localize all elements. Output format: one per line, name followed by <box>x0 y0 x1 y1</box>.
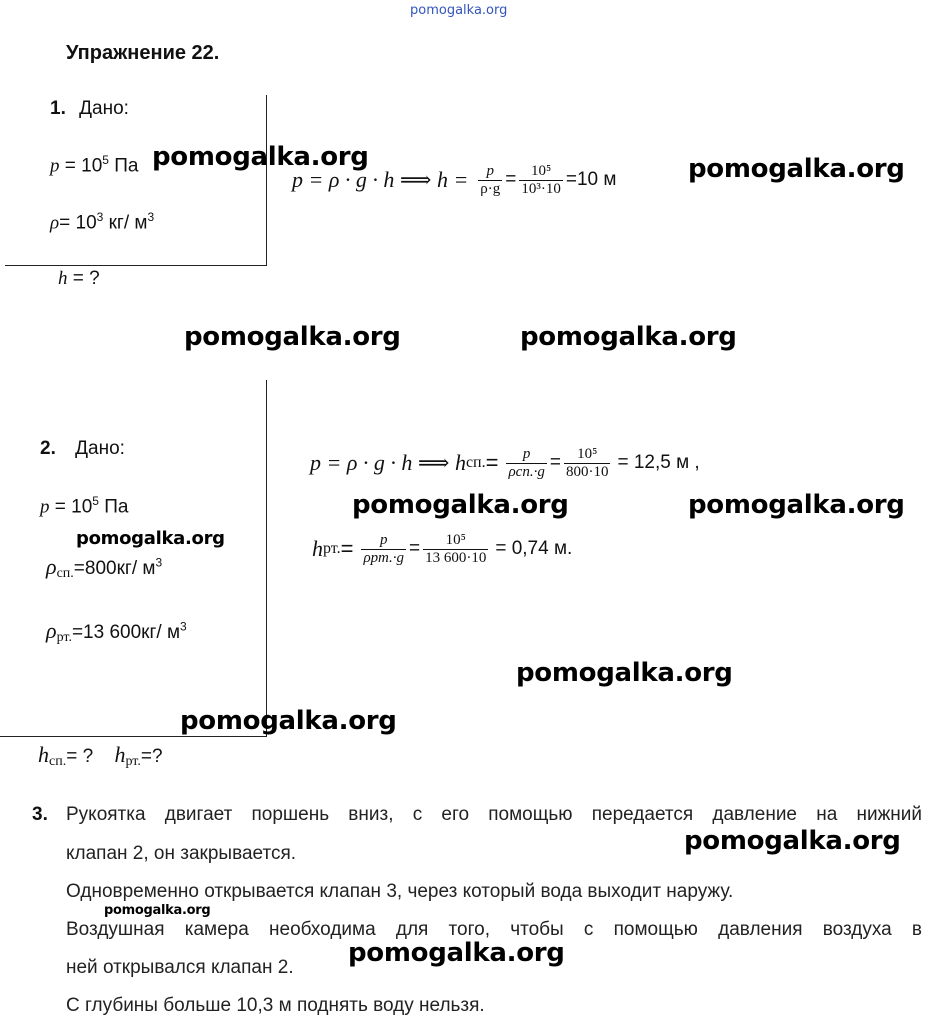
formula-result: = 12,5 м , <box>617 452 700 473</box>
density-mercury-exp: 3 <box>180 619 187 634</box>
watermark: pomogalka.org <box>152 142 369 172</box>
pressure-symbol: p <box>40 496 50 518</box>
problem-1-find <box>58 268 100 290</box>
formula-equals: = <box>485 450 499 475</box>
problem-1-given-label: Дано: <box>79 98 129 119</box>
problem-3-line: Рукоятка двигает поршень вниз, с его помощью передается давление на нижний <box>66 804 922 825</box>
page-title: Упражнение 22. <box>66 42 220 64</box>
fraction-numeric-denominator: 10³·10 <box>521 180 561 197</box>
problem-2-find <box>38 742 163 770</box>
watermark: pomogalka.org <box>684 826 901 856</box>
formula-lhs: p = ρ · g · h ⟹ h <box>310 450 466 475</box>
problem-3-line: клапан 2, он закрывается. <box>66 843 297 864</box>
problem-3-line: ней открывался клапан 2. <box>66 957 294 978</box>
find-height-oil-symbol: h <box>38 742 49 767</box>
find-height-mercury-rest: =? <box>140 746 163 767</box>
density-oil-value: =800кг/ м <box>73 558 156 579</box>
problem-1-pressure <box>50 153 139 177</box>
density-unit: кг/ м <box>103 212 148 234</box>
fraction-numeric-numerator: 10⁵ <box>577 445 598 462</box>
fraction-numeric-numerator: 10⁵ <box>445 531 466 548</box>
fraction-numeric-denominator: 13 600·10 <box>425 549 487 566</box>
problem-2-formula-oil <box>310 440 700 486</box>
problem-2-formula-mercury <box>312 526 572 572</box>
problem-1-density <box>50 210 154 234</box>
formula-result: = 0,74 м. <box>495 538 573 559</box>
density-value: = 10 <box>59 212 97 234</box>
formula-lhs-subscript: сп. <box>465 454 486 471</box>
find-height-mercury-subscript: рт. <box>125 754 141 769</box>
fraction-p-over-rho-g <box>361 532 406 567</box>
find-height-oil-rest: = ? <box>66 746 94 767</box>
pressure-value: = 10 <box>49 496 93 518</box>
problem-1-number: 1. <box>50 98 66 119</box>
density-unit-exp: 3 <box>147 210 155 224</box>
fraction-numerator: p <box>522 445 531 462</box>
problem-2-given-label: Дано: <box>75 438 125 459</box>
density-oil-subscript: сп. <box>56 566 74 581</box>
pressure-unit: Па <box>108 155 139 177</box>
fraction-numeric <box>519 163 563 198</box>
watermark: pomogalka.org <box>104 903 211 918</box>
fraction-p-over-rho-g <box>506 446 546 481</box>
watermark: pomogalka.org <box>184 322 401 352</box>
find-height-rest: = ? <box>67 268 100 289</box>
pressure-unit: Па <box>98 496 129 518</box>
fraction-denominator: ρ·g <box>480 180 501 197</box>
problem-1-divider-vertical <box>266 95 267 265</box>
formula-equals: = <box>340 536 354 561</box>
pressure-exp: 5 <box>92 494 99 508</box>
problem-3-line: Одновременно открывается клапан 3, через который вода выходит наружу. <box>66 881 734 902</box>
problem-2-given <box>40 438 125 460</box>
watermark: pomogalka.org <box>180 706 397 736</box>
problem-2-density-mercury <box>46 618 187 646</box>
find-height-oil-subscript: сп. <box>49 754 67 769</box>
formula-equals: = <box>408 538 421 559</box>
watermark: pomogalka.org <box>516 658 733 688</box>
problem-2-pressure <box>40 494 129 518</box>
pressure-exp: 5 <box>102 153 109 167</box>
density-mercury-subscript: рт. <box>56 630 72 645</box>
find-height-mercury-symbol: h <box>114 742 126 767</box>
formula-equals: = <box>505 169 517 190</box>
problem-2-divider-vertical <box>266 380 267 736</box>
fraction-denominator: ρсп.·g <box>508 463 545 480</box>
watermark: pomogalka.org <box>348 938 565 968</box>
density-symbol: ρ <box>46 618 57 643</box>
fraction-numeric-denominator: 800·10 <box>565 463 609 480</box>
watermark-top: pomogalka.org <box>410 3 508 18</box>
fraction-denominator: ρрт.·g <box>363 549 404 566</box>
watermark: pomogalka.org <box>688 154 905 184</box>
formula-lhs: p = ρ · g · h ⟹ h = <box>292 167 469 192</box>
problem-3-line: С глубины больше 10,3 м поднять воду нельзя. <box>66 995 485 1016</box>
formula-result: =10 м <box>565 169 617 190</box>
fraction-numeric <box>423 532 488 567</box>
fraction-numerator: p <box>486 162 495 179</box>
density-mercury-value: =13 600кг/ м <box>71 622 181 643</box>
formula-equals: = <box>549 452 561 473</box>
problem-1-given <box>50 98 129 120</box>
watermark: pomogalka.org <box>688 490 905 520</box>
density-symbol: ρ <box>46 554 57 579</box>
problem-3-line: Воздушная камера необходима для того, чтобы с помощью давления воздуха в <box>66 919 922 940</box>
fraction-numeric <box>564 446 611 481</box>
problem-3-number: 3. <box>32 804 48 825</box>
problem-1-divider-horizontal <box>5 265 267 266</box>
fraction-numerator: p <box>379 531 388 548</box>
pressure-value: = 10 <box>59 155 103 177</box>
formula-lhs: h <box>312 536 323 561</box>
find-height-symbol: h <box>58 268 68 289</box>
watermark: pomogalka.org <box>352 490 569 520</box>
fraction-numeric-numerator: 10⁵ <box>531 162 552 179</box>
density-symbol: ρ <box>50 212 60 234</box>
watermark: pomogalka.org <box>520 322 737 352</box>
density-exp: 3 <box>96 210 104 224</box>
problem-2-number: 2. <box>40 438 56 459</box>
problem-2-divider-horizontal <box>0 736 267 737</box>
watermark: pomogalka.org <box>76 528 225 549</box>
fraction-p-over-rho-g <box>478 163 502 198</box>
pressure-symbol: p <box>50 155 60 177</box>
problem-2-density-oil <box>46 554 162 582</box>
density-oil-exp: 3 <box>155 555 163 570</box>
formula-lhs-subscript: рт. <box>323 540 341 557</box>
